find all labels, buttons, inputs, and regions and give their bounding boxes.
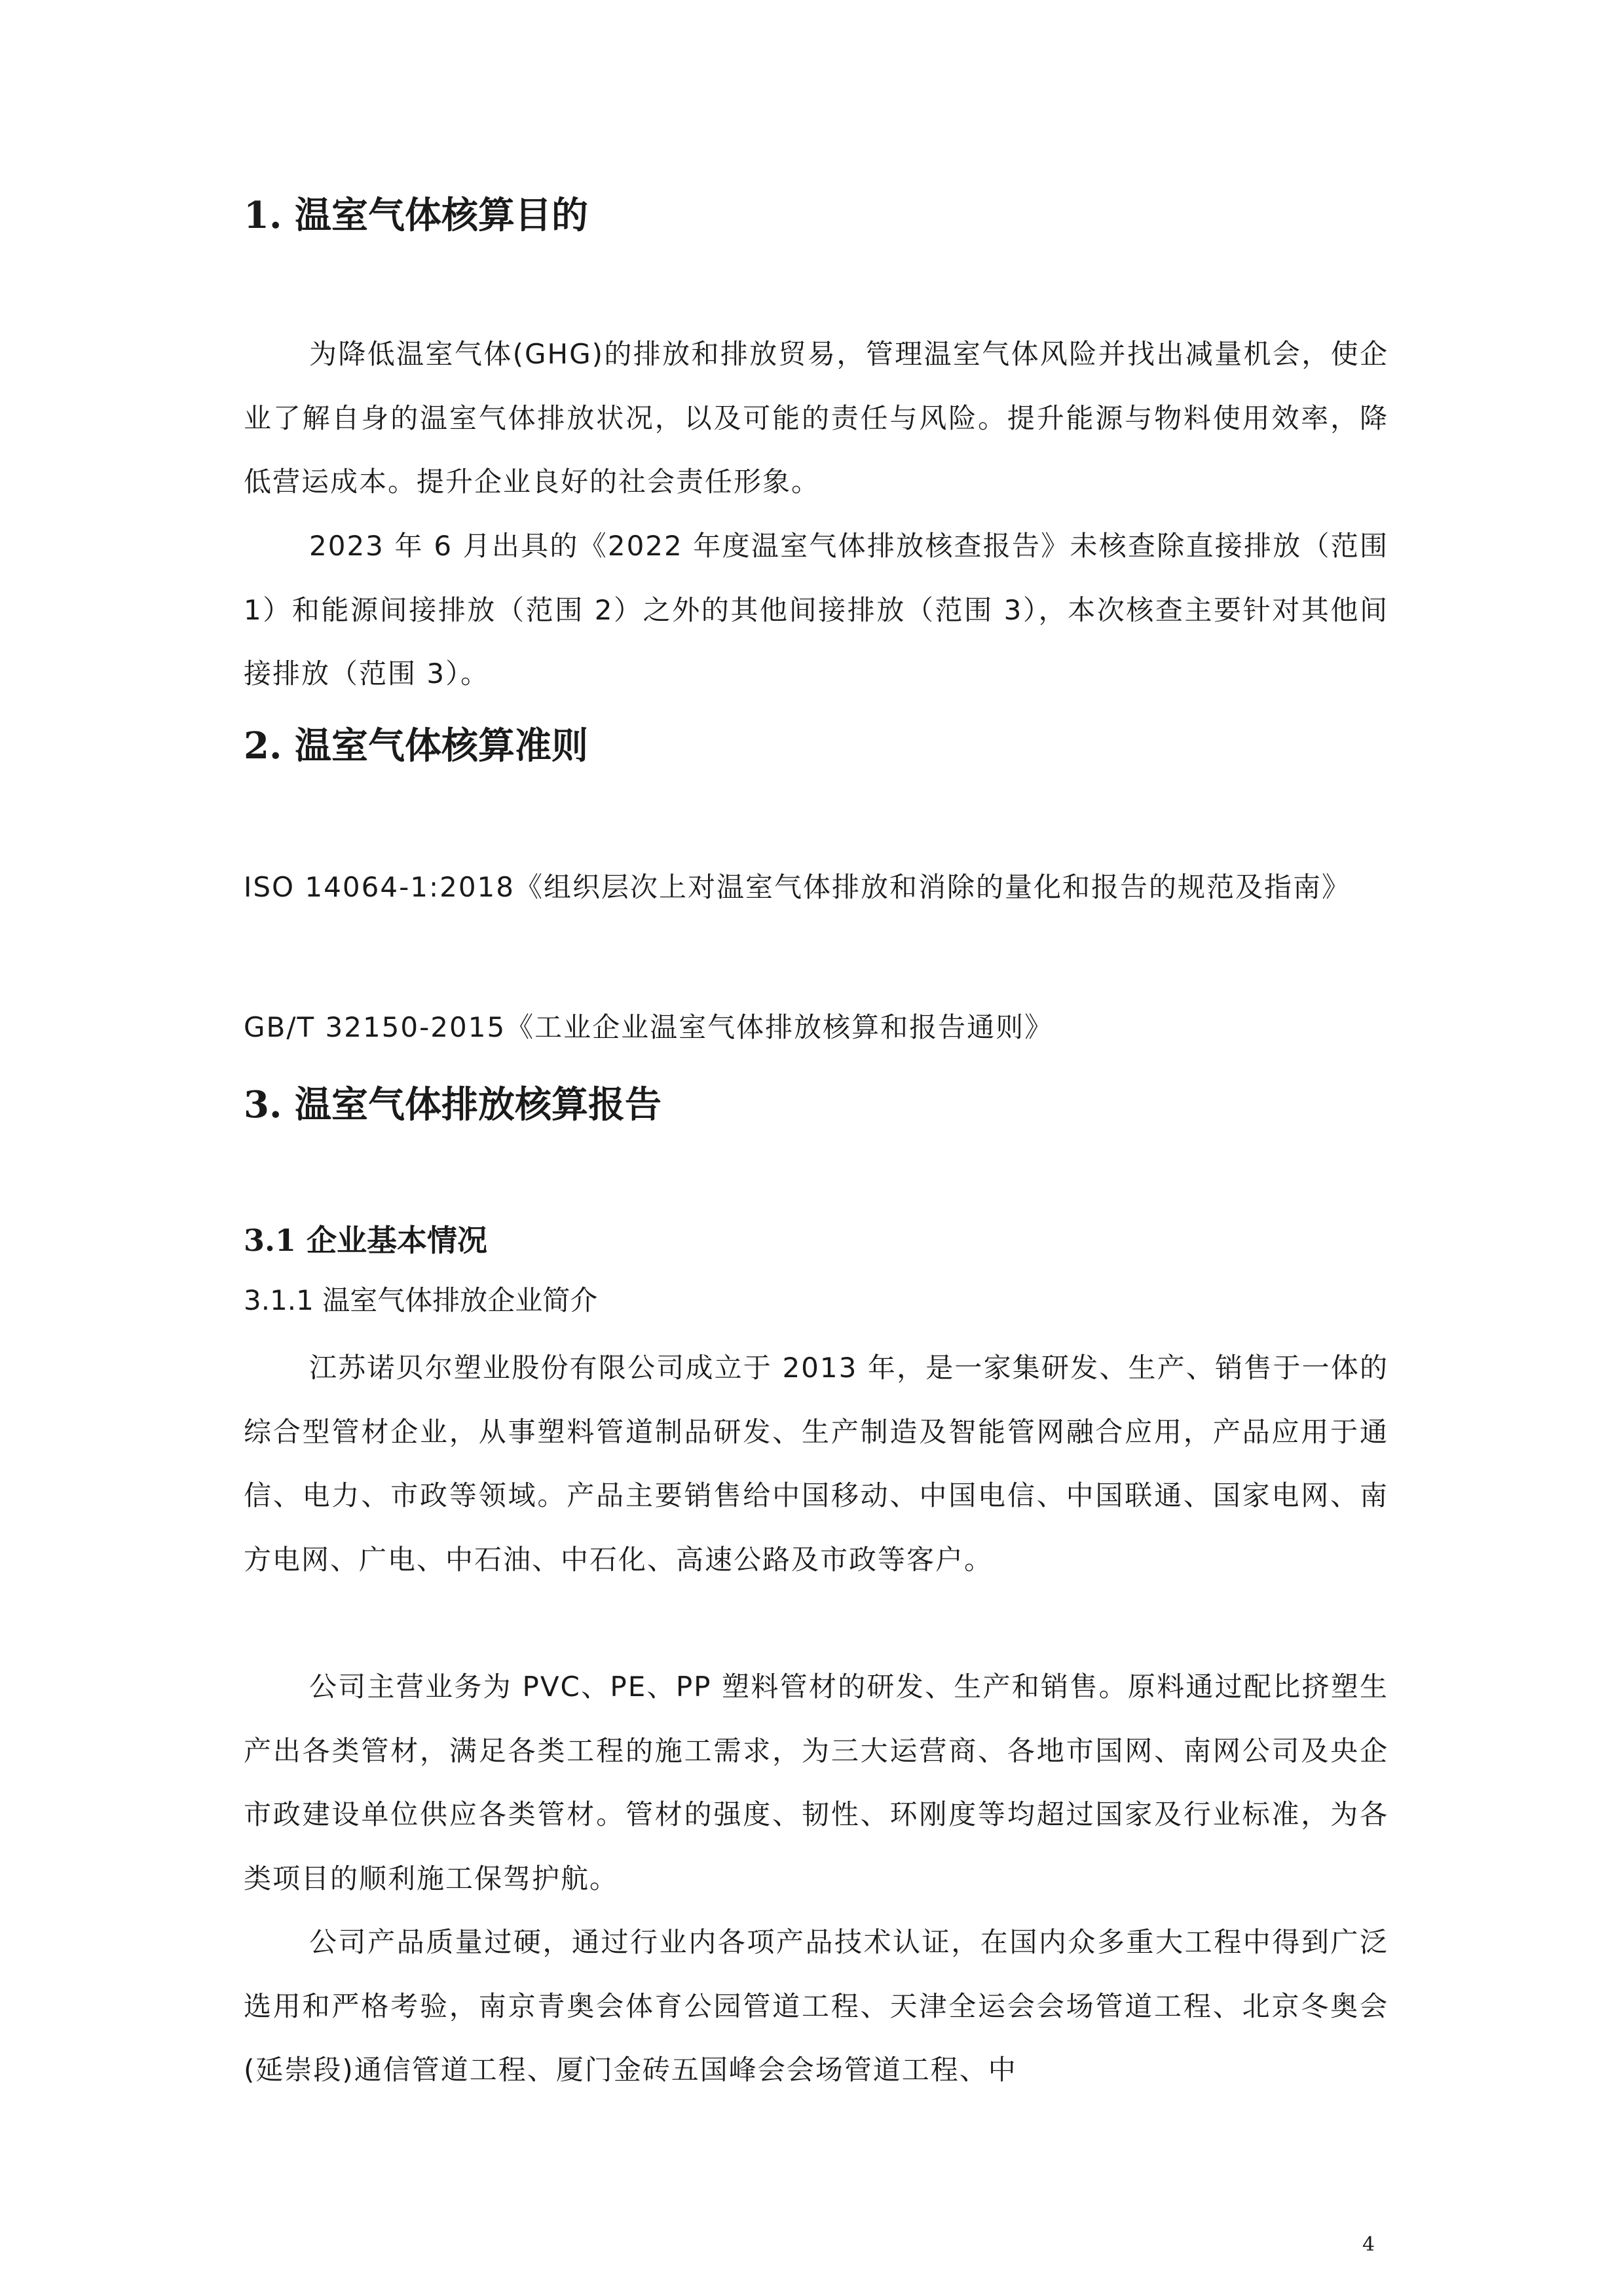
company-intro-paragraph-1: 江苏诺贝尔塑业股份有限公司成立于 2013 年，是一家集研发、生产、销售于一体的综合型管材企业，从事塑料管道制品研发、生产制造及智能管网融合应用，产品应用于通信、电力、市政等领域。产品主要销售给中国移动、中国电信、中国联通、国家电网、南方电网、广电、中石油、中石化、高速公路及市政等客户。: [244, 1352, 1389, 1576]
section-2-heading: 2. 温室气体核算准则: [244, 724, 588, 768]
section-1-heading: 1. 温室气体核算目的: [244, 194, 588, 237]
company-intro-paragraph-3: 公司产品质量过硬，通过行业内各项产品技术认证，在国内众多重大工程中得到广泛选用和严格考验，南京青奥会体育公园管道工程、天津全运会会场管道工程、北京冬奥会(延崇段)通信管道工程、厦门金砖五国峰会会场管道工程、中: [244, 1926, 1389, 2086]
standard-reference-gbt: GB/T 32150-2015《工业企业温室气体排放核算和报告通则》: [244, 1011, 1054, 1043]
section-3-heading: 3. 温室气体排放核算报告: [244, 1083, 662, 1126]
company-intro-paragraph-2: 公司主营业务为 PVC、PE、PP 塑料管材的研发、生产和销售。原料通过配比挤塑生产出各类管材，满足各类工程的施工需求，为三大运营商、各地市国网、南网公司及央企市政建设单位供应各类管材。管材的强度、韧性、环刚度等均超过国家及行业标准，为各类项目的顺利施工保驾护航。: [244, 1671, 1389, 1895]
page-number: 4: [1362, 2233, 1375, 2256]
section-1-paragraph-1: 为降低温室气体(GHG)的排放和排放贸易，管理温室气体风险并找出减量机会，使企业了解自身的温室气体排放状况，以及可能的责任与风险。提升能源与物料使用效率，降低营运成本。提升企业良好的社会责任形象。: [244, 338, 1389, 498]
subsection-3-1-heading: 3.1 企业基本情况: [244, 1223, 488, 1258]
subsection-3-1-1-heading: 3.1.1 温室气体排放企业简介: [244, 1284, 598, 1316]
section-1-paragraph-2: 2023 年 6 月出具的《2022 年度温室气体排放核查报告》未核查除直接排放（范围 1）和能源间接排放（范围 2）之外的其他间接排放（范围 3），本次核查主要针对其他间接排放（范围 3）。: [244, 530, 1389, 690]
standard-reference-iso: ISO 14064-1:2018《组织层次上对温室气体排放和消除的量化和报告的规范及指南》: [244, 871, 1351, 903]
